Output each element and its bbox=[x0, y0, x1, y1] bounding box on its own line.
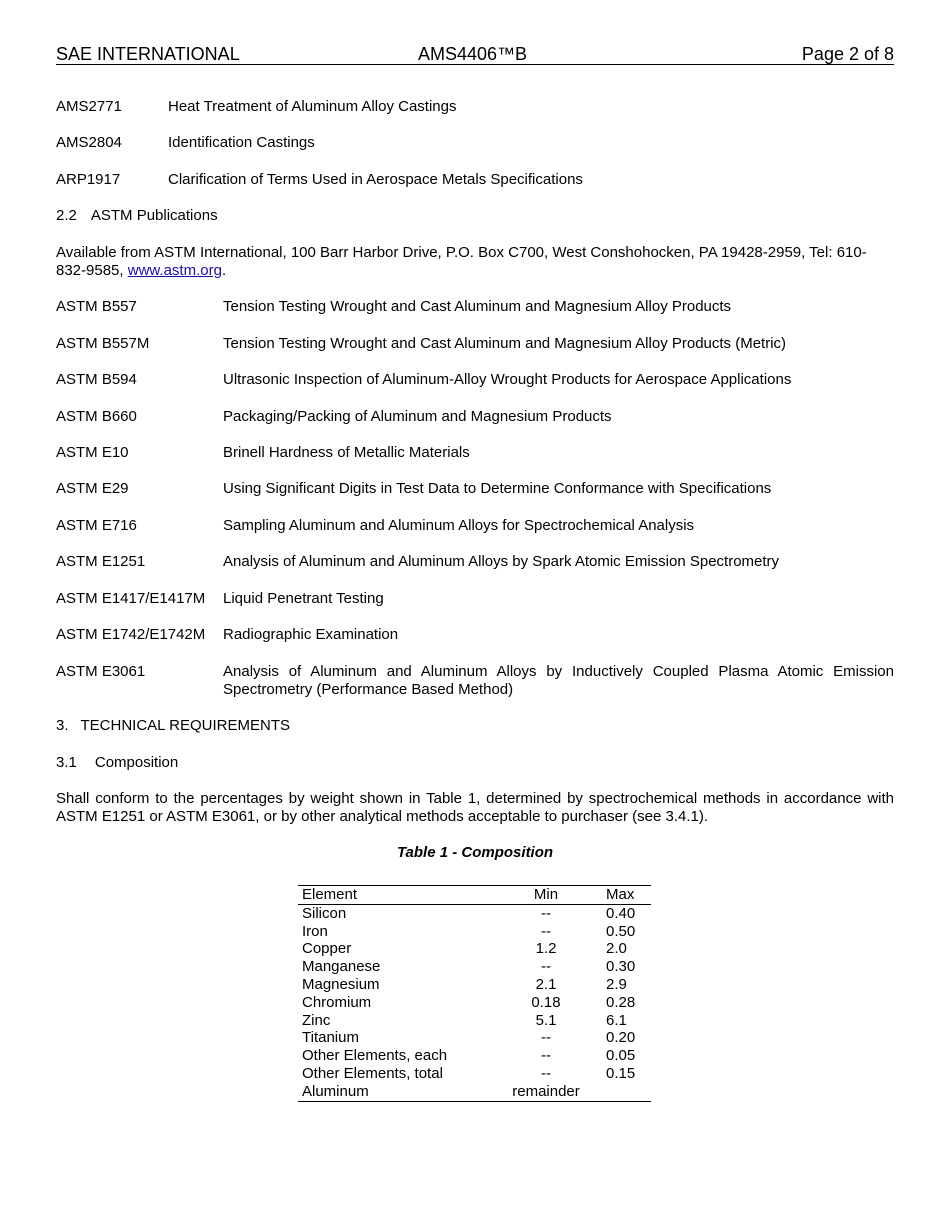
reference-title: Sampling Aluminum and Aluminum Alloys for Spectrochemical Analysis bbox=[223, 517, 695, 534]
composition-line: ASTM E1251 or ASTM E3061, or by other analytical methods acceptable to purchaser (see 3.4.1). bbox=[56, 808, 709, 825]
cell-min: -- bbox=[541, 1064, 551, 1082]
cell-min: -- bbox=[541, 922, 551, 940]
page-header bbox=[56, 44, 894, 65]
cell-max: 0.05 bbox=[606, 1047, 636, 1065]
table-row bbox=[298, 976, 651, 994]
reference-code: ASTM E3061 bbox=[56, 663, 146, 680]
table-row bbox=[298, 1047, 651, 1065]
reference-title-line: Analysis of Aluminum and Aluminum Alloys by Inductively Coupled Plasma Atomic Emission bbox=[223, 663, 894, 680]
table-caption: Table 1 - Composition bbox=[396, 844, 554, 861]
table-row bbox=[298, 940, 651, 958]
reference-title: Using Significant Digits in Test Data to Determine Conformance with Specifications bbox=[223, 480, 772, 497]
cell-element: Copper bbox=[302, 940, 352, 958]
reference-code: ASTM B557 bbox=[56, 298, 137, 315]
astm-intro-suffix: . bbox=[221, 262, 227, 279]
reference-title: Packaging/Packing of Aluminum and Magnesium Products bbox=[223, 408, 612, 425]
table-row bbox=[298, 1083, 651, 1101]
header-doc-number: AMS4406™B bbox=[418, 44, 528, 64]
reference-title bbox=[223, 663, 894, 699]
section-title: ASTM Publications bbox=[90, 207, 218, 224]
reference-row bbox=[56, 663, 894, 699]
section-heading-2-2 bbox=[56, 207, 218, 225]
header-org: SAE INTERNATIONAL bbox=[56, 44, 240, 64]
reference-title: Identification Castings bbox=[168, 134, 315, 151]
section-heading-3-1 bbox=[56, 754, 178, 772]
cell-min: -- bbox=[541, 958, 551, 976]
reference-code: ASTM E1251 bbox=[56, 553, 146, 570]
reference-code: ASTM E29 bbox=[56, 480, 129, 497]
reference-title: Analysis of Aluminum and Aluminum Alloys by Spark Atomic Emission Spectrometry bbox=[223, 553, 780, 570]
column-header-element: Element bbox=[302, 886, 358, 903]
reference-title: Clarification of Terms Used in Aerospace Metals Specifications bbox=[168, 171, 583, 188]
section-title: Composition bbox=[94, 754, 179, 771]
cell-element: Zinc bbox=[302, 1011, 331, 1029]
cell-element: Iron bbox=[302, 922, 328, 940]
reference-title: Heat Treatment of Aluminum Alloy Castings bbox=[168, 98, 457, 115]
reference-code: ASTM E1417/E1417M bbox=[56, 590, 206, 607]
cell-max: 0.30 bbox=[606, 958, 636, 976]
table-row bbox=[298, 904, 651, 922]
astm-website-link[interactable]: www.astm.org bbox=[127, 262, 222, 279]
section-number: 3. bbox=[56, 717, 69, 734]
cell-element: Silicon bbox=[302, 904, 347, 922]
table-header-row bbox=[298, 886, 651, 905]
cell-max: 0.40 bbox=[606, 904, 636, 922]
cell-min: remainder bbox=[512, 1082, 580, 1100]
cell-min: 1.2 bbox=[535, 940, 557, 958]
cell-min: 0.18 bbox=[531, 993, 561, 1011]
cell-max: 2.0 bbox=[606, 940, 627, 958]
table-row bbox=[298, 958, 651, 976]
header-page-number: Page 2 of 8 bbox=[801, 44, 894, 64]
cell-element: Other Elements, total bbox=[302, 1064, 443, 1082]
reference-title: Ultrasonic Inspection of Aluminum-Alloy Wrought Products for Aerospace Applications bbox=[223, 371, 792, 388]
cell-max: 0.15 bbox=[606, 1064, 636, 1082]
column-header-min: Min bbox=[533, 886, 559, 903]
cell-max: 6.1 bbox=[606, 1011, 627, 1029]
cell-min: -- bbox=[541, 904, 551, 922]
reference-title: Brinell Hardness of Metallic Materials bbox=[223, 444, 470, 461]
reference-title: Liquid Penetrant Testing bbox=[223, 590, 384, 607]
cell-max: 0.50 bbox=[606, 922, 636, 940]
reference-code: AMS2804 bbox=[56, 134, 122, 151]
table-row bbox=[298, 994, 651, 1012]
cell-element: Titanium bbox=[302, 1029, 359, 1047]
reference-title: Tension Testing Wrought and Cast Aluminum and Magnesium Alloy Products bbox=[223, 298, 732, 315]
section-title: TECHNICAL REQUIREMENTS bbox=[80, 717, 290, 734]
cell-element: Chromium bbox=[302, 993, 372, 1011]
reference-code: ASTM B594 bbox=[56, 371, 137, 388]
table-row bbox=[298, 1012, 651, 1030]
composition-paragraph bbox=[56, 790, 894, 826]
reference-code: ARP1917 bbox=[56, 171, 121, 188]
reference-title: Tension Testing Wrought and Cast Aluminum and Magnesium Alloy Products (Metric) bbox=[223, 335, 787, 352]
cell-min: 5.1 bbox=[535, 1011, 557, 1029]
cell-min: -- bbox=[541, 1029, 551, 1047]
reference-code: ASTM B557M bbox=[56, 335, 150, 352]
cell-element: Magnesium bbox=[302, 975, 380, 993]
cell-element: Other Elements, each bbox=[302, 1047, 448, 1065]
table-row bbox=[298, 1065, 651, 1083]
reference-code: ASTM E716 bbox=[56, 517, 137, 534]
reference-code: ASTM B660 bbox=[56, 408, 137, 425]
cell-max: 0.20 bbox=[606, 1029, 636, 1047]
astm-intro-paragraph bbox=[56, 244, 894, 280]
reference-title-line: Spectrometry (Performance Based Method) bbox=[223, 681, 514, 698]
astm-intro-line: Available from ASTM International, 100 Barr Harbor Drive, P.O. Box C700, West Conshohocken, PA 19428-2959, Tel: 610- bbox=[56, 244, 867, 261]
cell-min: 2.1 bbox=[535, 975, 557, 993]
composition-line: Shall conform to the percentages by weight shown in Table 1, determined by spectrochemical methods in accordance with bbox=[56, 790, 894, 807]
cell-element: Manganese bbox=[302, 958, 381, 976]
reference-code: ASTM E10 bbox=[56, 444, 129, 461]
cell-min: -- bbox=[541, 1047, 551, 1065]
cell-max bbox=[592, 1083, 651, 1101]
cell-max: 0.28 bbox=[606, 993, 636, 1011]
reference-title: Radiographic Examination bbox=[223, 626, 399, 643]
section-number: 3.1 bbox=[56, 754, 77, 771]
section-number: 2.2 bbox=[56, 207, 77, 224]
astm-intro-prefix: 832-9585, bbox=[56, 262, 128, 279]
reference-code: AMS2771 bbox=[56, 98, 122, 115]
table-row bbox=[298, 923, 651, 941]
cell-element: Aluminum bbox=[302, 1082, 369, 1100]
cell-max: 2.9 bbox=[606, 975, 627, 993]
composition-table bbox=[298, 885, 651, 1102]
section-heading-3 bbox=[56, 717, 290, 735]
table-row bbox=[298, 1029, 651, 1047]
reference-code: ASTM E1742/E1742M bbox=[56, 626, 206, 643]
column-header-max: Max bbox=[606, 886, 635, 903]
